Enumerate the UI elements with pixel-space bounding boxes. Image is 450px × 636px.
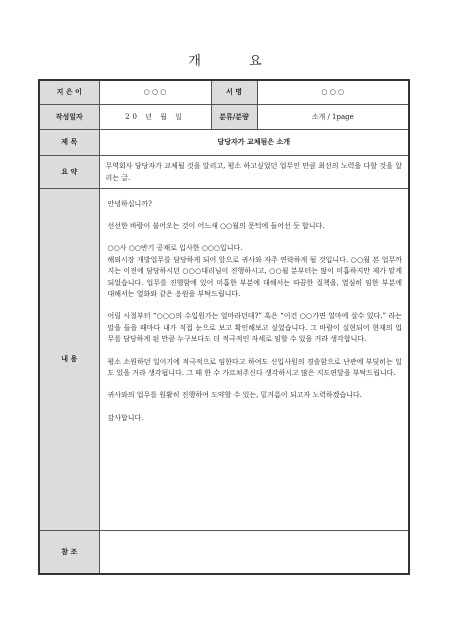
signature-value[interactable]: ○ ○ ○ [257,80,409,104]
content-paragraph: 선선한 바람이 불어오는 것이 어느새 ○○월의 문턱에 들어선 듯 합니다. [107,221,325,230]
content-paragraph: 안녕하십니까? [107,199,152,208]
summary-row [39,155,409,188]
content-row [39,188,409,530]
summary-value[interactable]: 무역회사 담당자가 교체될 것을 알리고, 평소 하고싶었던 업무인 만큼 최선의 노력을 다할 것을 알리는 글. [99,155,409,188]
date-value[interactable]: 20 년 월 일 [99,104,211,129]
date-label: 작성일자 [39,104,99,129]
summary-form-table [38,79,410,575]
reference-value[interactable] [99,530,409,574]
subject-row [39,129,409,155]
subject-value[interactable]: 담당자가 교체됨은 소개 [99,129,409,155]
date-row [39,104,409,129]
content-body[interactable] [99,188,409,530]
content-label: 내 용 [39,188,99,530]
content-paragraph: 귀사와의 업무를 원활히 진행하여 도약할 수 있는, 밑거름이 되고자 노력하겠습니다. [107,391,362,400]
author-value[interactable]: ○ ○ ○ [99,80,211,104]
signature-label: 서 명 [211,80,257,104]
content-paragraph: ○○사 ○○반기 공채로 입사한 ○○○입니다. [107,244,243,253]
reference-row [39,530,409,574]
author-row [39,80,409,104]
content-paragraph: 어릴 시절부터 “○○○의 수입원가는 얼마라던데?” 혹은 “이건 ○○가면 얼마에 살수 있다.” 라는 말을 들을 때마다 내가 직접 눈으로 보고 확인해보고 싶었습니다. 그 바람이 실현되어 현재의 업무를 담당하게 된 만큼 누구보다도 더 적극적인 자세로 임할 수 있을 거라 생각합니다. [107,312,402,344]
content-paragraph: 감사합니다. [107,413,144,422]
category-value[interactable]: 소개 / 1page [257,104,409,129]
content-paragraph: 해외시장 개발업무를 담당하게 되어 앞으로 귀사와 자주 연락하게 될 것입니다. ○○월 본 업무까지는 이전에 담당하시던 ○○○대리님이 진행하시고, ○○월 분부터는 많이 미흡하지만 제가 맡게 되었습니다. 업무를 진행함에 있어 미흡한 부분에 대해서는 따끔한 질책을, 열심히 임한 부분에 대해서는 열화와 같은 응원을 부탁드립니다. [107,255,402,298]
category-label: 분류/분량 [211,104,257,129]
summary-label: 요 약 [39,155,99,188]
subject-label: 제 목 [39,129,99,155]
document-title: 개 요 [188,54,284,69]
reference-label: 참 조 [39,530,99,574]
author-label: 지 은 이 [39,80,99,104]
content-paragraph: 평소 소원하던 일이기에 적극적으로 임한다고 하여도 신입사원의 경솔함으로 난관에 부딪히는 일도 있을 거라 생각됩니다. 그 때 한 수 가르쳐주신다 생각하시고 많은 지도편달을 부탁드립니다. [107,357,402,377]
